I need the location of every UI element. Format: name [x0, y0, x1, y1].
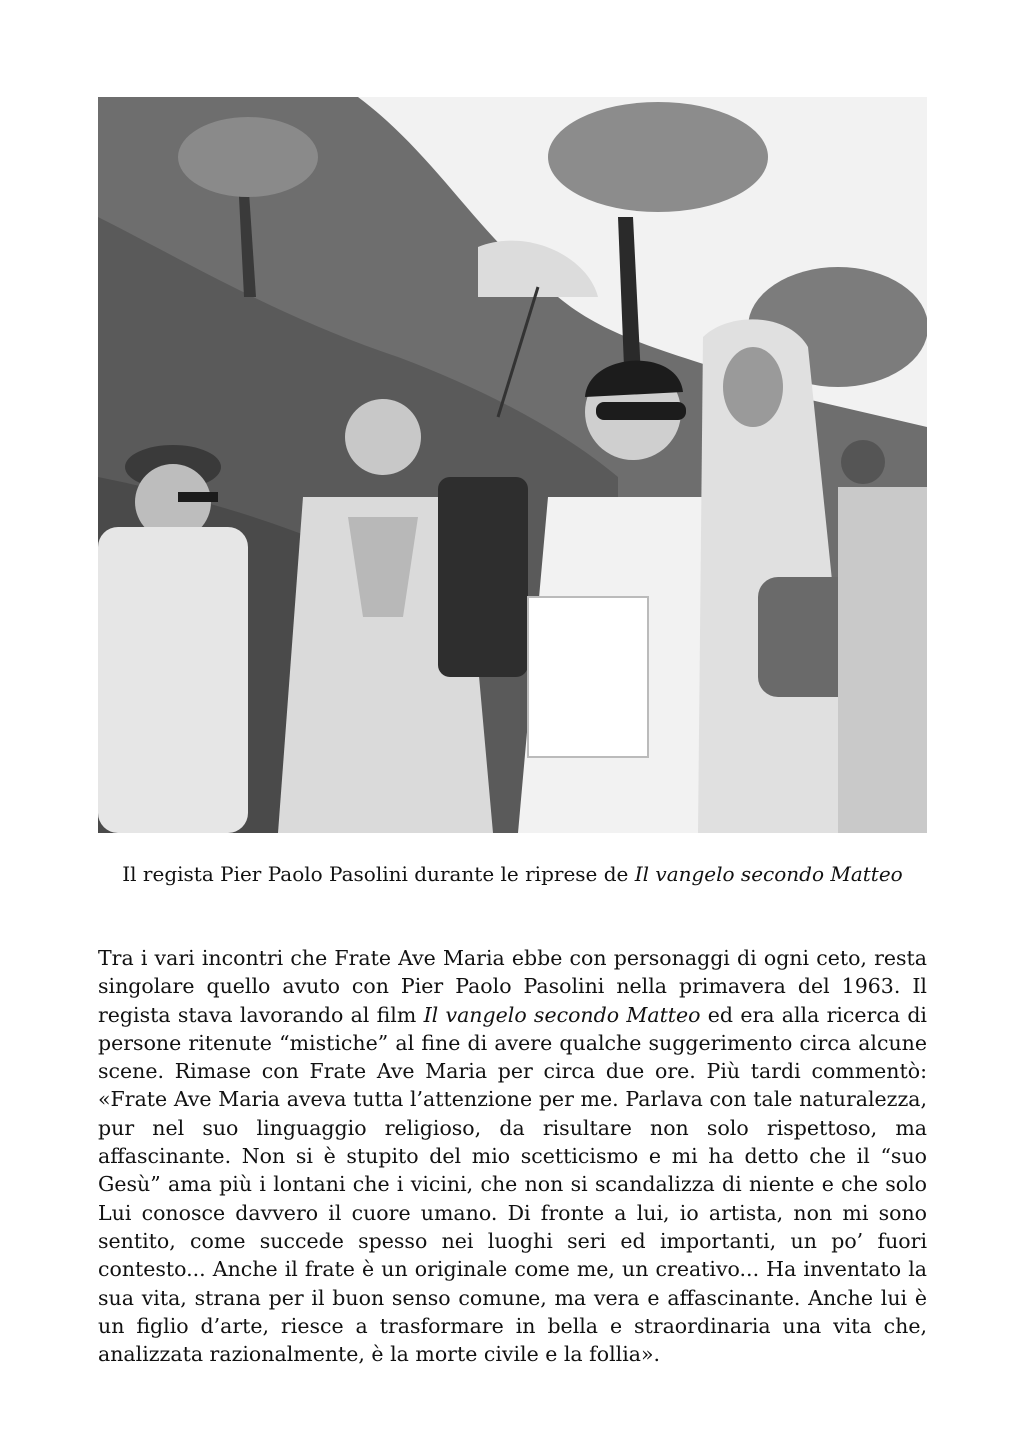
caption-text: Il regista Pier Paolo Pasolini durante le riprese de: [122, 862, 635, 886]
photo-caption: [98, 860, 927, 888]
paragraph-part-1: Tra i vari incontri che Frate Ave Maria ebbe con personaggi di ogni ceto, resta singolare quello avuto con Pier Paolo Pasolini nella primavera del 1963. Il regista stava lavorando al film: [98, 946, 927, 1027]
caption-film-title: Il vangelo secondo Matteo: [634, 862, 903, 886]
paragraph-film-title: Il vangelo secondo Matteo: [423, 1002, 701, 1027]
paragraph-part-2: ed era alla ricerca di persone ritenute “mistiche” al fine di avere qualche suggerimento circa alcune scene. Rimase con Frate Ave Maria per circa due ore. Più tardi commentò: «Frate Ave Maria aveva tutta l’attenzione per me. Parlava con tale naturalezza, pur nel suo linguaggio religioso, da risultare non solo rispettoso, ma affascinante. Non si è stupito del mio scetticismo e mi ha detto che il “suo Gesù” ama più i lontani che i vicini, che non si scandalizza di niente e che solo Lui conosce davvero il cuore umano. Di fronte a lui, io artista, non mi sono sentito, come succede spesso nei luoghi seri ed importanti, un po’ fuori contesto... Anche il frate è un originale come me, un creativo... Ha inventato la sua vita, strana per il buon senso comune, ma vera e affascinante. Anche lui è un figlio d’arte, riesce a trasformare in bella e straordinaria una vita che, analizzata razionalmente, è la morte civile e la follia».: [98, 1002, 927, 1367]
body-paragraph: [98, 944, 927, 1368]
photo-pasolini-set: [98, 97, 927, 833]
photo-illustration: [98, 97, 927, 833]
